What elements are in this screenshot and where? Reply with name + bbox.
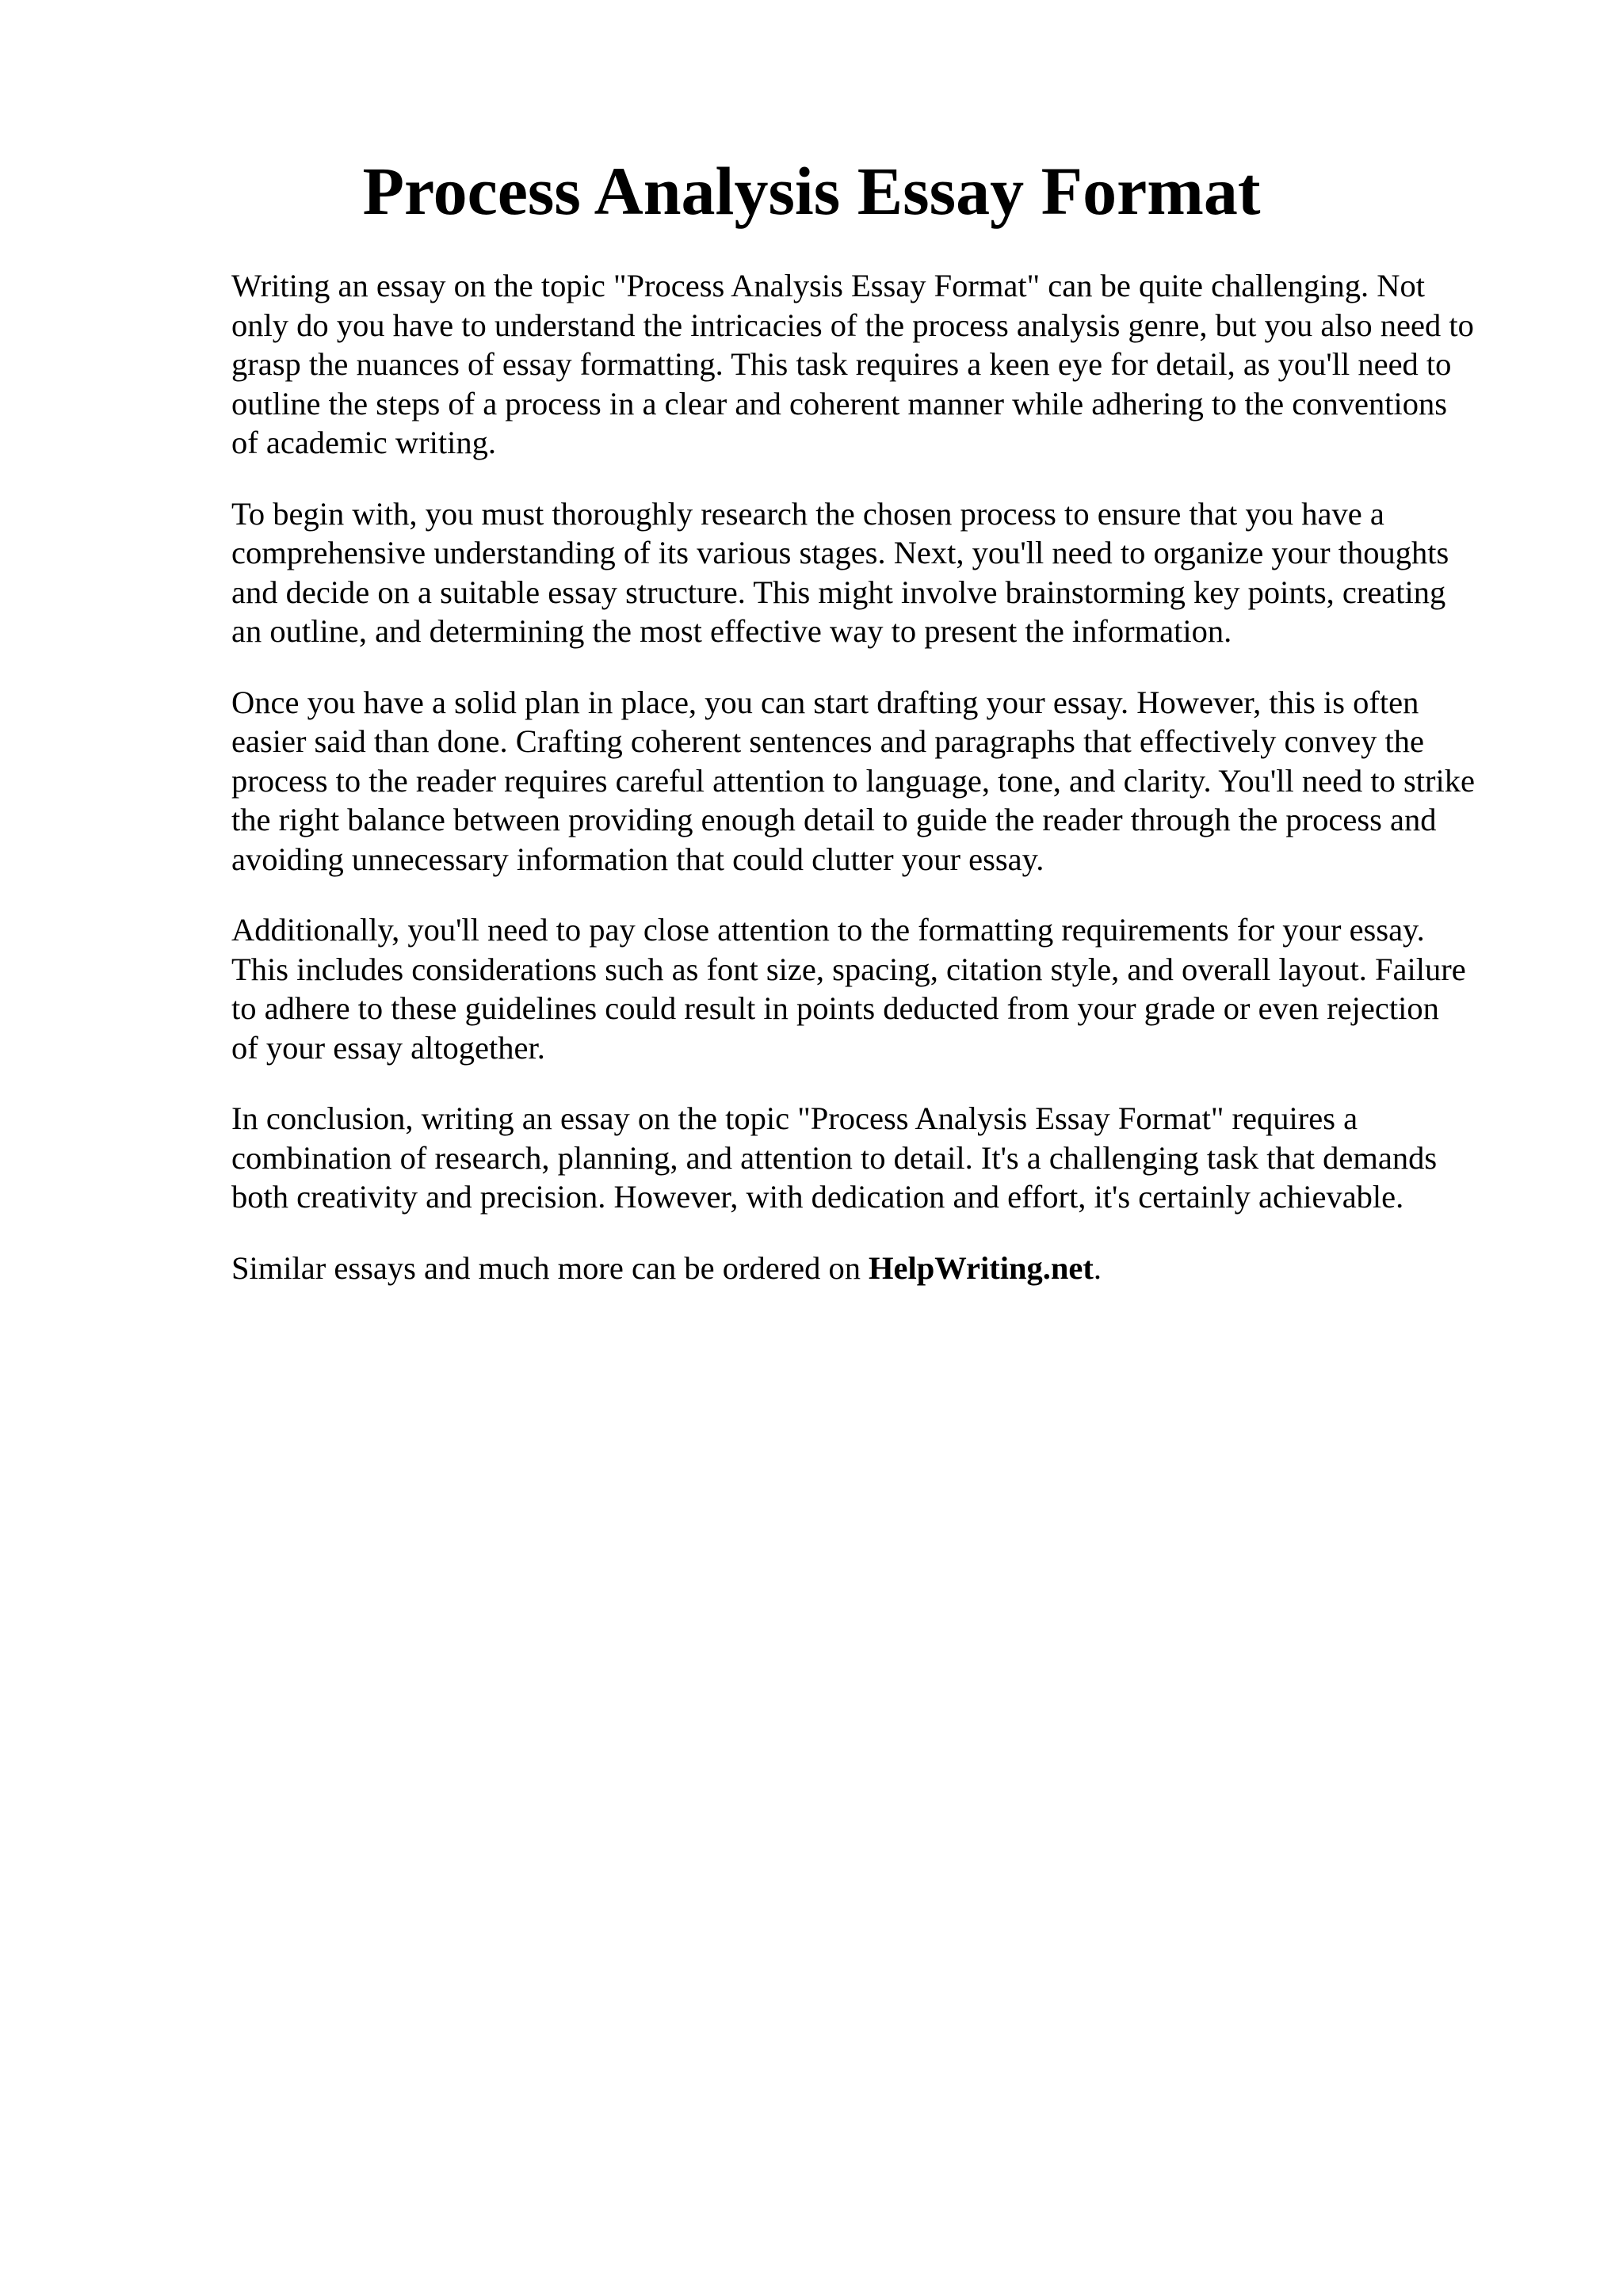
paragraph-line: only do you have to understand the intricacies of the process analysis genre, but you also need to: [231, 307, 1474, 343]
paragraph-2: [231, 494, 1531, 651]
paragraph-3: [231, 683, 1531, 879]
paragraph-line: avoiding unnecessary information that could clutter your essay.: [231, 841, 1044, 877]
paragraph-line: Writing an essay on the topic "Process Analysis Essay Format" can be quite challenging. Not: [231, 268, 1426, 303]
paragraph-line: Additionally, you'll need to pay close attention to the formatting requirements for your essay.: [231, 912, 1425, 948]
paragraph-4: [231, 910, 1531, 1067]
promo-suffix: .: [1093, 1249, 1102, 1286]
paragraph-line: In conclusion, writing an essay on the topic "Process Analysis Essay Format" requires a: [231, 1100, 1358, 1136]
paragraph-line: of academic writing.: [231, 425, 496, 460]
paragraph-line: grasp the nuances of essay formatting. This task requires a keen eye for detail, as you'll need to: [231, 346, 1452, 382]
promo-text: Similar essays and much more can be ordered on: [231, 1249, 861, 1286]
paragraph-line: process to the reader requires careful attention to language, tone, and clarity. You'll need to strike: [231, 762, 1476, 799]
paragraph-line: outline the steps of a process in a clear and coherent manner while adhering to the conventions: [231, 385, 1447, 421]
promo-line: [231, 1249, 1531, 1288]
paragraph-line: both creativity and precision. However, with dedication and effort, it's certainly achievable.: [231, 1179, 1404, 1215]
paragraph-1: [231, 266, 1531, 463]
document-title: Process Analysis Essay Format: [362, 153, 1261, 229]
paragraph-line: easier said than done. Crafting coherent sentences and paragraphs that effectively convey the: [231, 723, 1425, 759]
paragraph-line: the right balance between providing enough detail to guide the reader through the process and: [231, 802, 1437, 837]
paragraph-5: [231, 1099, 1531, 1217]
paragraph-line: combination of research, planning, and attention to detail. It's a challenging task that demands: [231, 1139, 1438, 1176]
document-body: [231, 266, 1531, 1319]
promo-brand-link[interactable]: HelpWriting.net: [869, 1249, 1094, 1286]
paragraph-line: to adhere to these guidelines could result in points deducted from your grade or even rejection: [231, 990, 1439, 1026]
paragraph-line: of your essay altogether.: [231, 1029, 545, 1066]
paragraph-line: This includes considerations such as font size, spacing, citation style, and overall layout. Failure: [231, 951, 1466, 987]
paragraph-line: an outline, and determining the most effective way to present the information.: [231, 613, 1232, 649]
paragraph-line: and decide on a suitable essay structure. This might involve brainstorming key points, creating: [231, 574, 1446, 610]
paragraph-line: Once you have a solid plan in place, you can start drafting your essay. However, this is often: [231, 684, 1419, 720]
paragraph-line: To begin with, you must thoroughly research the chosen process to ensure that you have a: [231, 495, 1384, 532]
paragraph-line: comprehensive understanding of its various stages. Next, you'll need to organize your thoughts: [231, 535, 1449, 570]
